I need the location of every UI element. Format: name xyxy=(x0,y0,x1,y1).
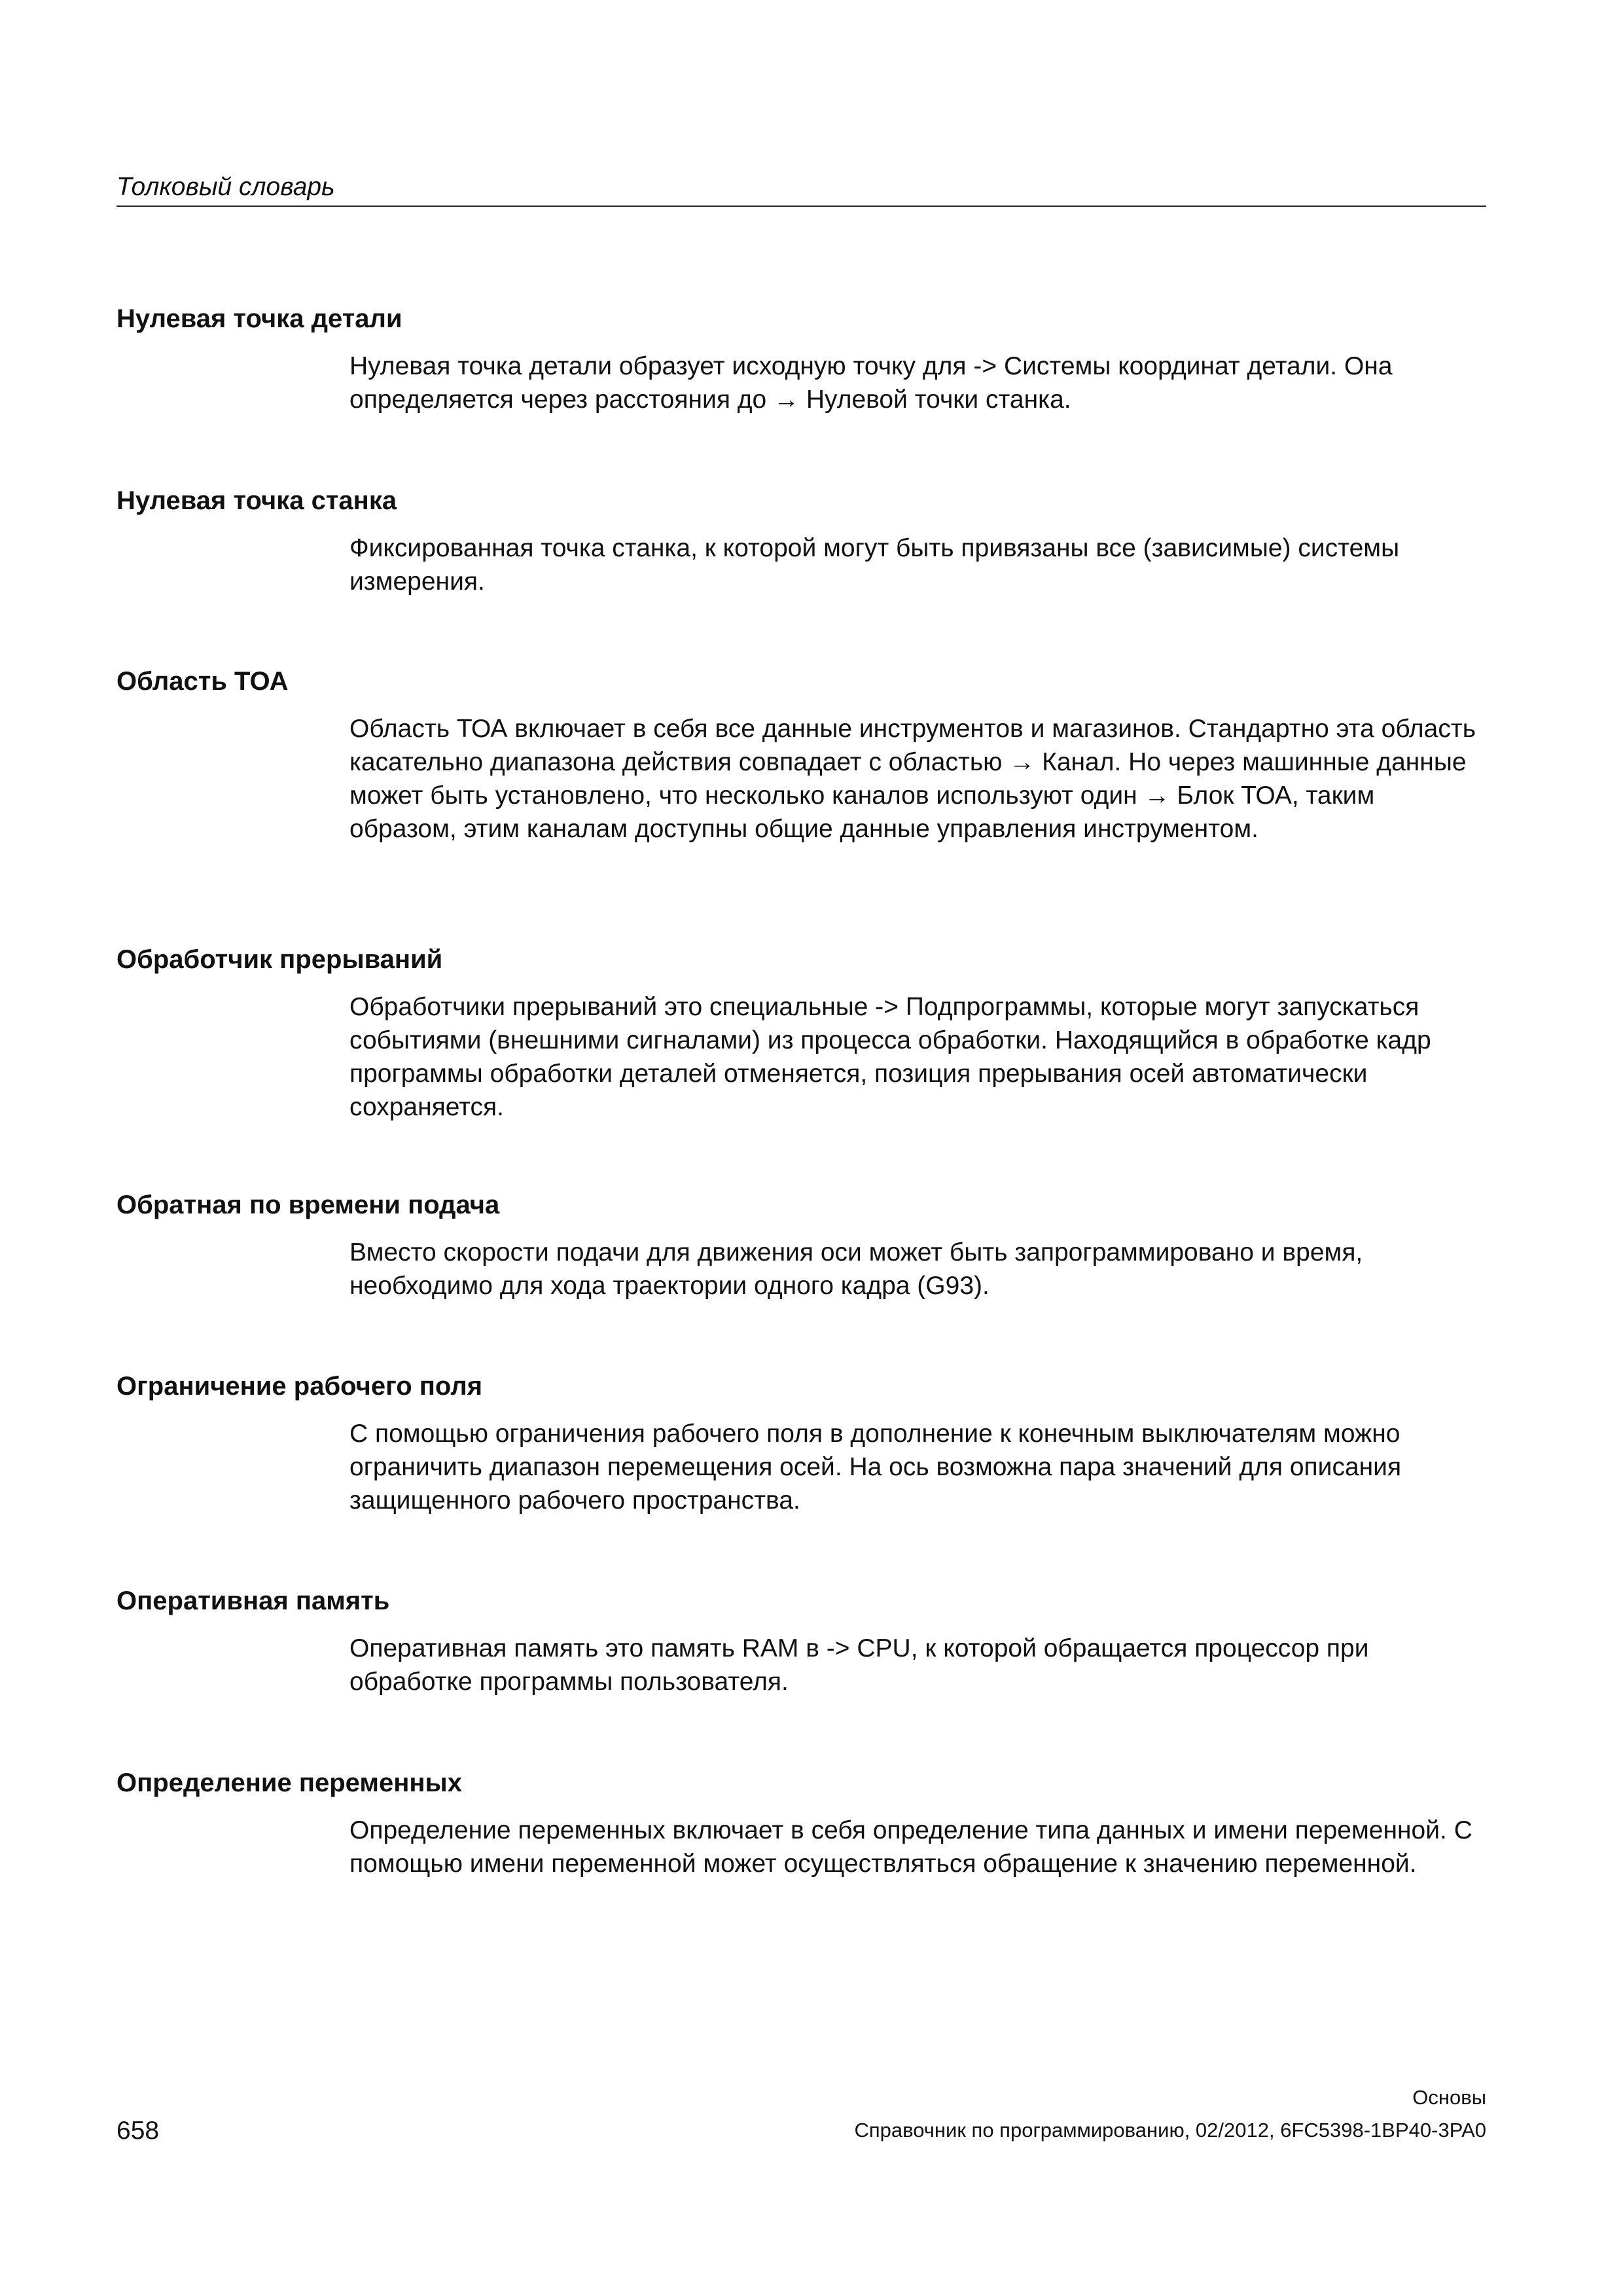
glossary-term: Оперативная память xyxy=(116,1587,390,1615)
page-number: 658 xyxy=(116,2117,160,2145)
glossary-entry xyxy=(116,1767,1504,1880)
glossary-term: Нулевая точка детали xyxy=(116,304,402,333)
glossary-definition: Обработчики прерываний это специальные -> Подпрограммы, которые могут запускаться событиями (внешними сигналами) из процесса обработки. Находящийся в обработке кадр программы обработки деталей отменяется, позиция прерывания осей автоматически сохраняется. xyxy=(349,993,1431,1121)
glossary-entry xyxy=(116,1370,1504,1517)
footer-reference-block xyxy=(854,2081,1486,2147)
glossary-term: Обработчик прерываний xyxy=(116,945,443,974)
glossary-term: Нулевая точка станка xyxy=(116,486,397,515)
footer-book-title: Основы xyxy=(1412,2086,1486,2109)
glossary-entry xyxy=(116,302,1504,416)
glossary-entry xyxy=(116,484,1504,598)
glossary-entry xyxy=(116,1585,1504,1698)
glossary-definition: Область ТОА включает в себя все данные инструментов и магазинов. Стандартно эта область касательно диапазона действия совпадает с областью → Канал. Но через машинные данные может быть установлено, что несколько каналов используют один → Блок ТОА, таким образом, этим каналам доступны общие данные управления инструментом. xyxy=(349,715,1476,843)
glossary-entry xyxy=(116,943,1504,1124)
glossary-definition: Нулевая точка детали образует исходную точку для -> Системы координат детали. Она определяется через расстояния до → Нулевой точки станка. xyxy=(349,352,1393,414)
glossary-entry xyxy=(116,1189,1504,1302)
footer-book-reference: Справочник по программированию, 02/2012, 6FC5398-1BP40-3PA0 xyxy=(854,2119,1486,2142)
glossary-term: Ограничение рабочего поля xyxy=(116,1372,483,1401)
running-header xyxy=(116,166,1486,207)
glossary-term: Определение переменных xyxy=(116,1768,462,1797)
running-header-title: Толковый словарь xyxy=(116,173,335,201)
glossary-definition: Фиксированная точка станка, к которой могут быть привязаны все (зависимые) системы измерения. xyxy=(349,534,1400,596)
glossary-term: Область ТОА xyxy=(116,667,289,696)
glossary-definition: С помощью ограничения рабочего поля в дополнение к конечным выключателям можно ограничить диапазон перемещения осей. На ось возможна пара значений для описания защищенного рабочего пространства. xyxy=(349,1420,1402,1515)
glossary-definition: Вместо скорости подачи для движения оси может быть запрограммировано и время, необходимо для хода траектории одного кадра (G93). xyxy=(349,1238,1363,1300)
glossary-entry xyxy=(116,665,1504,846)
glossary-definition: Определение переменных включает в себя определение типа данных и имени переменной. С помощью имени переменной может осуществляться обращение к значению переменной. xyxy=(349,1816,1472,1878)
glossary-term: Обратная по времени подача xyxy=(116,1191,500,1219)
glossary-definition: Оперативная память это память RAM в -> CPU, к которой обращается процессор при обработке программы пользователя. xyxy=(349,1634,1369,1696)
